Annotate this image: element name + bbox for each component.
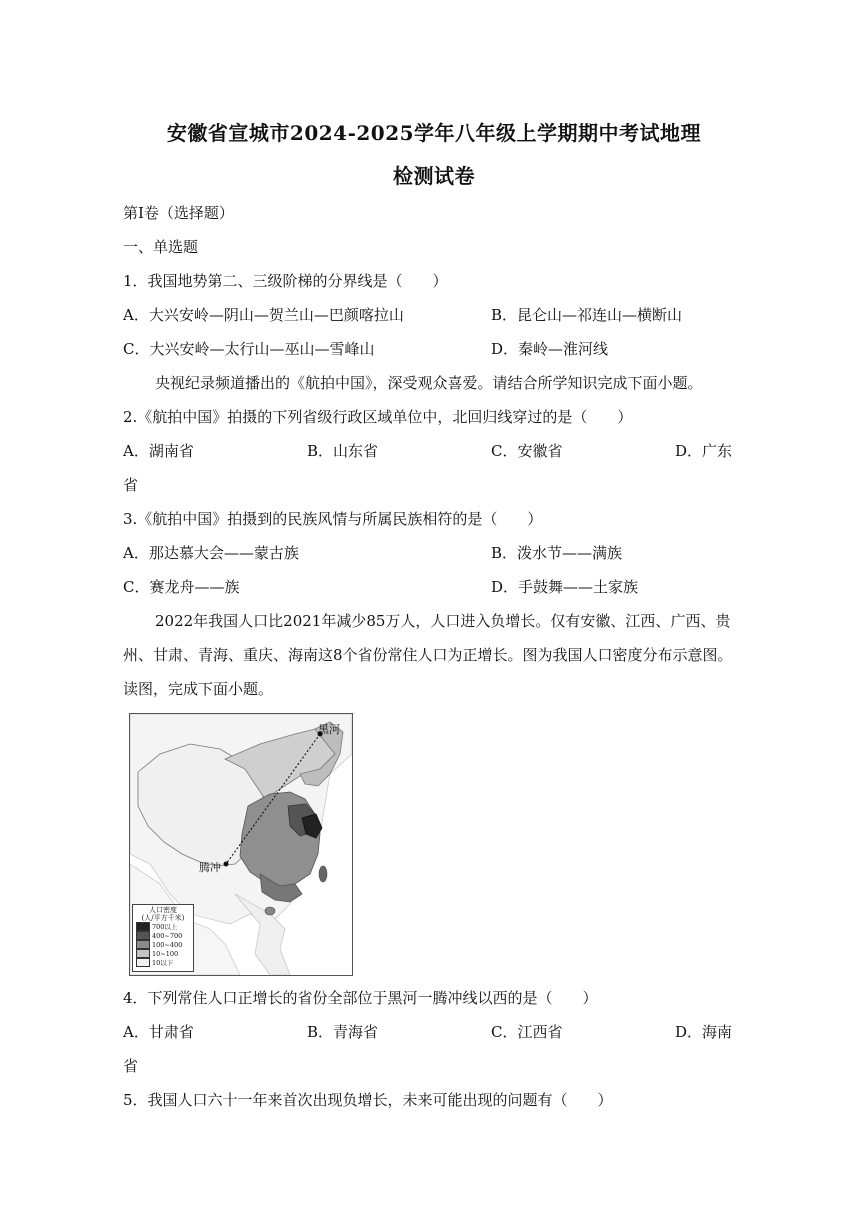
legend-label: 10以下 [152,958,174,967]
legend-item [136,931,193,940]
q1-option-a: A．大兴安岭—阴山—贺兰山—巴颜喀拉山 [123,306,404,324]
q4-option-d-wrap: 省 [123,1057,139,1075]
q4-option-b: B．青海省 [307,1023,379,1041]
passage-2-line2: 州、甘肃、青海、重庆、海南这8个省份常住人口为正增长。图为我国人口密度分布示意图。 [123,646,733,664]
passage-2-line1: 2022年我国人口比2021年减少85万人，人口进入负增长。仅有安徽、江西、广西、贵 [155,612,731,630]
legend-swatch [136,922,150,931]
question-1-stem: 1．我国地势第二、三级阶梯的分界线是（ ） [123,272,448,290]
q2-option-a: A．湖南省 [123,442,194,460]
q4-option-c: C．江西省 [491,1023,563,1041]
document-title-line1: 安徽省宣城市2024-2025学年八年级上学期期中考试地理 [166,121,702,145]
q3-option-b: B．泼水节——满族 [491,544,623,562]
legend-item [136,958,193,967]
legend-swatch [136,931,150,940]
legend-item [136,922,193,931]
population-density-map [129,713,353,976]
section-heading: 一、单选题 [123,238,199,256]
q2-option-c: C．安徽省 [491,442,563,460]
q3-option-a: A．那达慕大会——蒙古族 [123,544,299,562]
q1-option-d: D．秦岭—淮河线 [491,340,609,358]
legend-label: 100~400 [152,940,183,949]
q4-option-a: A．甘肃省 [123,1023,194,1041]
question-3-stem: 3.《航拍中国》拍摄到的民族风情与所属民族相符的是（ ） [123,510,543,528]
q2-option-d: D．广东 [675,442,733,460]
question-5-stem: 5．我国人口六十一年来首次出现负增长，未来可能出现的问题有（ ） [123,1091,613,1109]
legend-label: 10~100 [152,949,179,958]
legend-title: 人口密度 [149,906,177,914]
question-2-stem: 2.《航拍中国》拍摄的下列省级行政区域单位中，北回归线穿过的是（ ） [123,408,633,426]
q1-option-c: C．大兴安岭—太行山—巫山—雪峰山 [123,340,375,358]
passage-1: 央视纪录频道播出的《航拍中国》，深受观众喜爱。请结合所学知识完成下面小题。 [155,374,703,392]
q4-option-d: D．海南 [675,1023,733,1041]
part-heading: 第Ⅰ卷（选择题） [123,204,234,222]
map-legend [132,904,194,972]
map-label-tengchong: 腾冲 [199,861,221,874]
q1-option-b: B．昆仑山—祁连山—横断山 [491,306,683,324]
q2-option-b: B．山东省 [307,442,379,460]
legend-swatch [136,958,150,967]
legend-items [136,922,193,967]
legend-item [136,940,193,949]
q3-option-c: C．赛龙舟——族 [123,578,240,596]
legend-swatch [136,940,150,949]
legend-label: 400~700 [152,931,183,940]
legend-unit: (人/平方千米) [141,914,185,922]
passage-2-line3: 读图，完成下面小题。 [123,680,274,698]
document-title-line2: 检测试卷 [393,164,475,188]
legend-item [136,949,193,958]
q2-option-d-wrap: 省 [123,476,139,494]
legend-swatch [136,949,150,958]
question-4-stem: 4．下列常住人口正增长的省份全部位于黑河一腾冲线以西的是（ ） [123,989,598,1007]
q3-option-d: D．手鼓舞——土家族 [491,578,639,596]
legend-label: 700以上 [152,922,178,931]
map-label-heihe: 黑河 [318,723,340,736]
